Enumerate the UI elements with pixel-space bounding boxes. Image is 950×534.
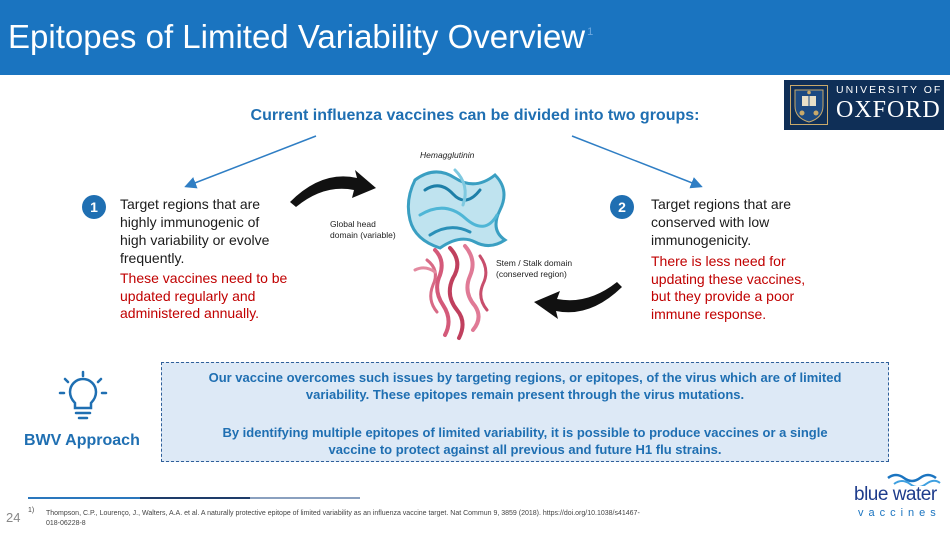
group2-number-badge: 2 (610, 195, 634, 219)
brand-name: blue water (854, 484, 937, 505)
university-of-text: UNIVERSITY OF (836, 84, 943, 96)
reference-marker: 1) (28, 507, 35, 514)
bwv-approach-box (161, 362, 889, 462)
hemagglutinin-label: Hemagglutinin (420, 150, 475, 160)
curved-arrow-to-stem (534, 282, 622, 319)
curved-arrow-to-head (290, 170, 376, 207)
subheading: Current influenza vaccines can be divided into two groups: (250, 107, 700, 124)
group2-drawback: There is less need for updating these vaccines, but they provide a poor immune response. (651, 253, 806, 322)
oxford-wordmark: OXFORD (836, 97, 941, 123)
bwv-paragraph-2: By identifying multiple epitopes of limited variability, it is possible to produce vaccines or a single vaccine to protect against all previous and future H1 flu strains. (222, 425, 828, 457)
blue-water-vaccines-logo (846, 470, 946, 530)
lightbulb-icon (58, 370, 108, 427)
page-number: 24 (6, 510, 21, 525)
brand-tagline: vaccines (858, 507, 941, 519)
footnote-reference[interactable]: 1 (587, 26, 594, 38)
page-title: Epitopes of Limited Variability Overview $^1$ (8, 18, 594, 55)
stem-domain-label: Stem / Stalk domain (conserved region) (496, 258, 573, 279)
bwv-approach-label: BWV Approach (24, 432, 140, 449)
group1-description: Target regions that are highly immunogenic of high variability or evolve frequently. (120, 196, 270, 266)
reference-citation[interactable]: Thompson, C.P., Lourenço, J., Walters, A.A. et al. A naturally protective epitope of limited variability as an influenza vaccine target. Nat Commun 9, 3859 (2018). https://doi.org/10.1038/s41467- 018-06228-8 (46, 510, 640, 527)
bwv-paragraph-1: Our vaccine overcomes such issues by targeting regions, or epitopes, of the virus which are of limited variability. These epitopes remain present through the virus mutations. (208, 370, 842, 402)
group1-number-badge: 1 (82, 195, 106, 219)
global-head-label: Global head domain (variable) (330, 219, 396, 240)
group2-description: Target regions that are conserved with low immunogenicity. (651, 196, 792, 248)
footer-divider (140, 497, 250, 499)
arrow-to-group2 (572, 136, 700, 186)
arrow-to-group1 (187, 136, 316, 186)
footer-divider (250, 497, 360, 499)
group1-drawback: These vaccines need to be updated regularly and administered annually. (120, 270, 288, 321)
hemagglutinin-structure-image (395, 160, 525, 342)
footer-divider (28, 497, 140, 499)
